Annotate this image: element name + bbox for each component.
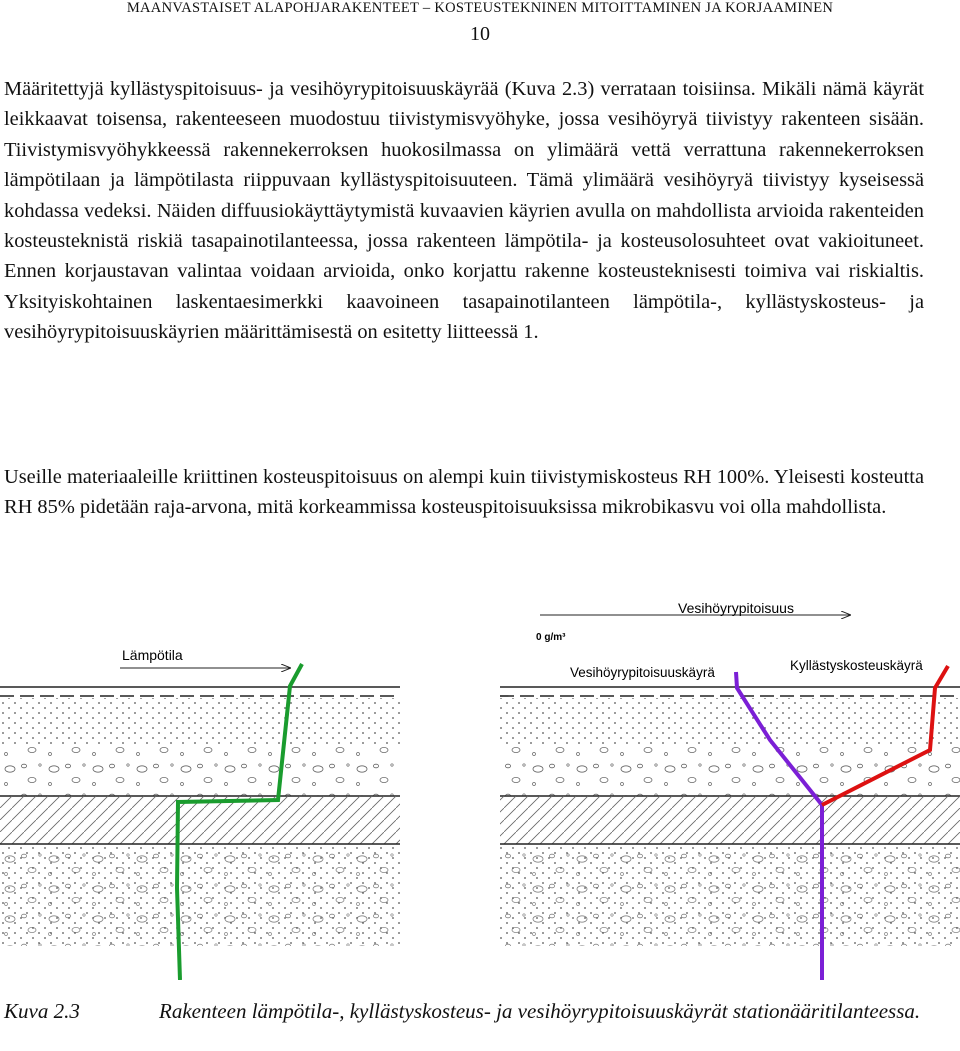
vapour-curve-label: Vesihöyrypitoisuuskäyrä: [570, 665, 715, 680]
figure-structure-curves: [0, 580, 960, 980]
right-structure-section: [500, 687, 960, 946]
vapour-axis-label: Vesihöyrypitoisuus: [678, 600, 794, 616]
body-paragraph-2: Useille materiaaleille kriittinen kosteuspitoisuus on alempi kuin tiivistymiskosteus RH 100%. Yleisesti kosteutta RH 85% pidetään raja-arvona, mitä korkeammissa kosteuspitoisuuksissa mikrobikasvu voi olla mahdollista.: [4, 466, 924, 519]
left-structure-section: [0, 687, 400, 946]
running-title: MAANVASTAISET ALAPOHJARAKENTEET – KOSTEUSTEKNINEN MITOITTAMINEN JA KORJAAMINEN: [126, 0, 834, 16]
caption-label: Kuva 2.3: [4, 999, 80, 1023]
page-number: 10: [470, 23, 490, 45]
zero-label: 0 g/m³: [536, 632, 566, 643]
body-paragraph-1: Määritettyjä kyllästyspitoisuus- ja vesihöyrypitoisuuskäyrää (Kuva 2.3) verrataan toisiinsa. Mikäli nämä käyrät leikkaavat toisensa, rakenteeseen muodostuu tiivistymisvyöhyke, jossa vesihöyryä tiivistyy rakenteen sisään. Tiivistymisvyöhykkeessä rakennekerroksen huokosilmassa on ylimäärä vettä verrattuna rakennekerroksen lämpötilaan ja lämpötilasta riippuvaan kyllästyspitoisuuteen. Tämä ylimäärä vesihöyryä tiivistyy kyseisessä kohdassa vedeksi. Näiden diffuusiokäyttäytymistä kuvaavien käyrien avulla on mahdollista arvioida rakenteiden kosteusteknistä riskiä tasapainotilanteessa, jossa rakenteen lämpötila- ja kosteusolosuhteet ovat vakioituneet. Ennen korjaustavan valintaa voidaan arvioida, onko korjattu rakenne kosteusteknisesti toimiva vai riskialtis. Yksityiskohtainen laskentaesimerkki kaavoineen tasapainotilanteen lämpötila-, kyllästyskosteus- ja vesihöyrypitoisuuskäyrien määrittämisestä on esitetty liitteessä 1.: [4, 78, 924, 344]
temperature-label: Lämpötila: [122, 647, 183, 663]
caption-text: Rakenteen lämpötila-, kyllästyskosteus- ja vesihöyrypitoisuuskäyrät stationääritilanteessa.: [159, 999, 921, 1023]
saturation-curve-label: Kyllästyskosteuskäyrä: [790, 658, 923, 673]
page-header: [0, 0, 960, 46]
